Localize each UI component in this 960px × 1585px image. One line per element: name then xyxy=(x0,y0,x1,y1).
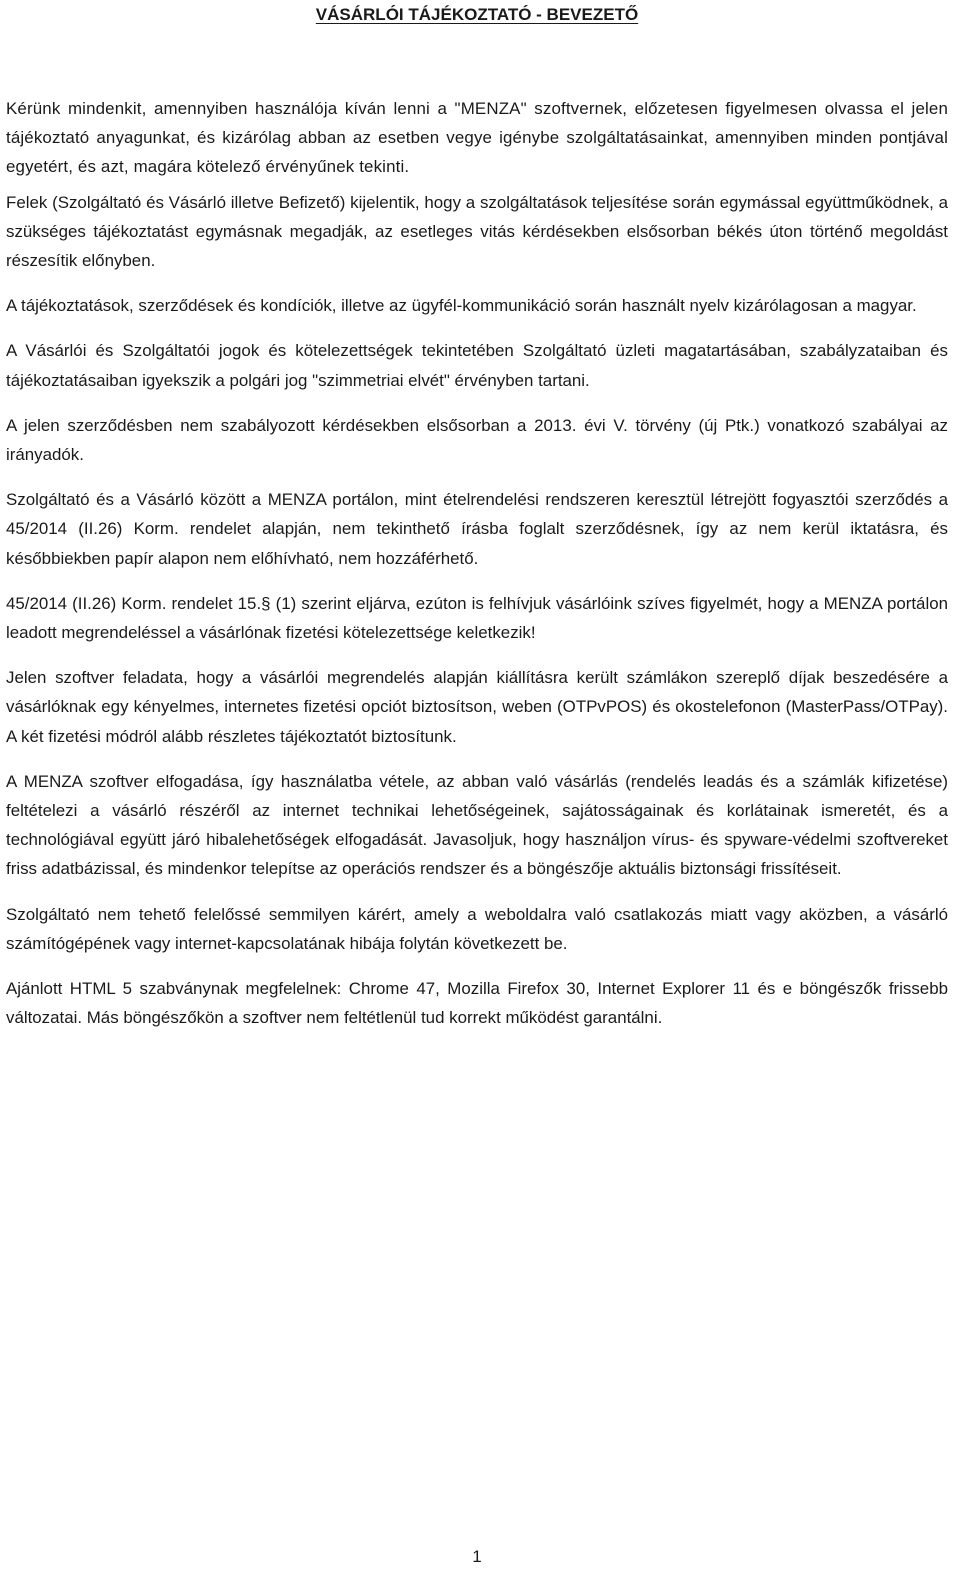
paragraph-language: A tájékoztatások, szerződések és kondíciók, illetve az ügyfél-kommunikáció során használt nyelv kizárólagosan a magyar. xyxy=(6,296,917,316)
document-title: VÁSÁRLÓI TÁJÉKOZTATÓ - BEVEZETŐ xyxy=(315,5,639,24)
paragraph-payment-obligation: 45/2014 (II.26) Korm. rendelet 15.§ (1) szerint eljárva, ezúton is felhívjuk vásárlóink szíves figyelmét, hogy a MENZA portálon leadott megrendeléssel a vásárlónak fizetési kötelezettsége keletkezik! xyxy=(6,593,948,643)
paragraph-software-purpose: Jelen szoftver feladata, hogy a vásárlói megrendelés alapján kiállításra került számlákon szereplő díjak beszedésére a vásárlóknak egy kényelmes, internetes fizetési opciót biztosítson, weben (OTPvPOS) és okostelefonon (MasterPass/OTPay). A két fizetési módról alább részletes tájékoztatót biztosítunk. xyxy=(6,668,948,746)
paragraph-browsers: Ajánlott HTML 5 szabványnak megfelelnek: Chrome 47, Mozilla Firefox 30, Internet Explorer 11 és e böngészők frissebb változatai. Más böngészőkön a szoftver nem feltétlenül tud korrekt működést garantálni. xyxy=(6,979,948,1028)
paragraph-intro: Kérünk mindenkit, amennyiben használója kíván lenni a "MENZA" szoftvernek, előzetesen figyelmesen olvassa el jelen tájékoztató anyagunkat, és kizárólag abban az esetben vegye igénybe szolgáltatásainkat, amennyiben minden pontjával egyetért, és azt, magára kötelező érvényűnek tekinti. xyxy=(6,99,948,177)
paragraph-civil-code: A jelen szerződésben nem szabályozott kérdésekben elsősorban a 2013. évi V. törvény (új Ptk.) vonatkozó szabályai az irányadók. xyxy=(6,415,948,465)
paragraph-parties: Felek (Szolgáltató és Vásárló illetve Befizető) kijelentik, hogy a szolgáltatások teljesítése során egymással együttműködnek, a szükséges tájékoztatást egymásnak megadják, az esetleges vitás kérdésekben elsősorban békés úton történő megoldást részesítik előnyben. xyxy=(6,192,948,271)
paragraph-internet-risks: A MENZA szoftver elfogadása, így használatba vétele, az abban való vásárlás (rendelés leadás és a számlák kifizetése) feltételezi a vásárló részéről az internet technikai lehetőségeinek, sajátosságainak és korlátainak ismeretét, és a technológiával együtt járó hibalehetőségek elfogadását. Javasoljuk, hogy használjon vírus- és spyware-védelmi szoftvereket friss adatbázissal, és mindenkor telepítse az operációs rendszer és a böngészője aktuális biztonsági frissítéseit. xyxy=(6,771,948,879)
page-number: 1 xyxy=(472,1547,482,1566)
paragraph-liability: Szolgáltató nem tehető felelőssé semmilyen kárért, amely a weboldalra való csatlakozás miatt vagy aközben, a vásárló számítógépének vagy internet-kapcsolatának hibája folytán következett be. xyxy=(6,904,948,953)
paragraph-contract: Szolgáltató és a Vásárló között a MENZA portálon, mint ételrendelési rendszeren keresztül létrejött fogyasztói szerződés a 45/2014 (II.26) Korm. rendelet alapján, nem tekinthető írásba foglalt szerződésnek, így az nem kerül iktatásra, és későbbiekben papír alapon nem előhívható, nem hozzáférhető. xyxy=(6,490,948,568)
document-page xyxy=(6,0,948,1585)
paragraph-rights: A Vásárlói és Szolgáltatói jogok és kötelezettségek tekintetében Szolgáltató üzleti magatartásában, szabályzataiban és tájékoztatásaiban igyekszik a polgári jog "szimmetriai elvét" érvényben tartani. xyxy=(6,341,948,390)
document-body xyxy=(6,94,948,1048)
